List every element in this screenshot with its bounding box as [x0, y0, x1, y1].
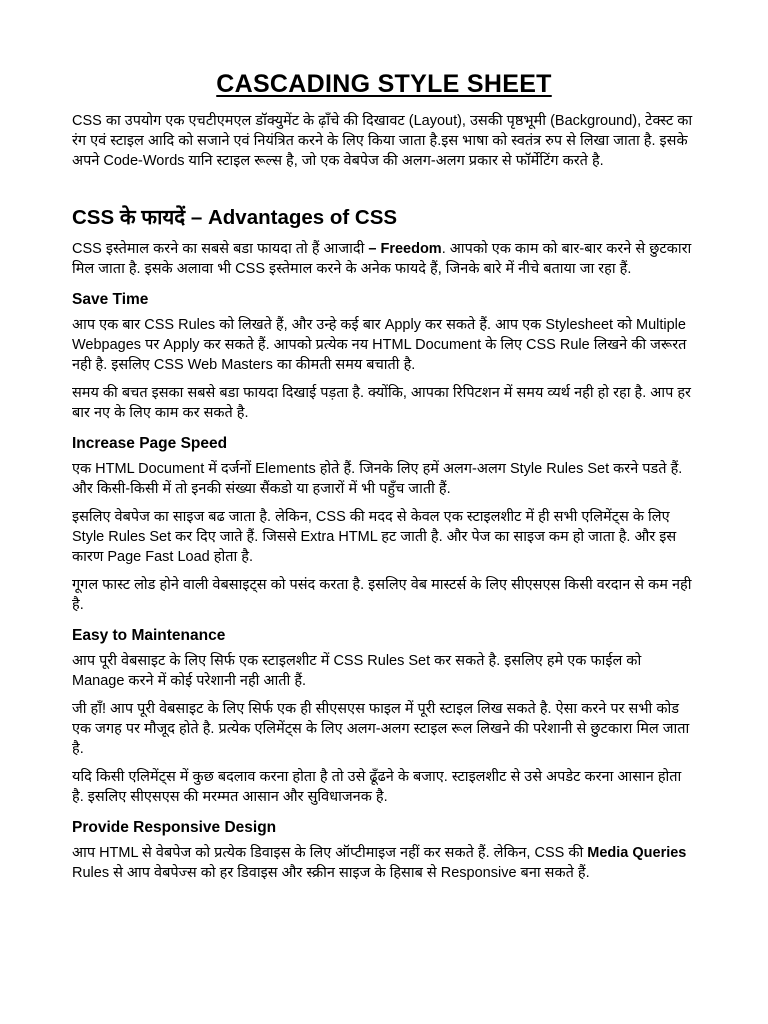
responsive-text-2: Rules से आप वेबपेज्स को हर डिवाइस और स्क्रीन साइज के हिसाब से Responsive बना सकते हैं. — [72, 865, 590, 881]
maintenance-paragraph-1: आप पूरी वेबसाइट के लिए सिर्फ एक स्टाइलशीट में CSS Rules Set कर सकते है. इसलिए हमे एक फाईल को Manage करने में कोई परेशानी नही आती हैं. — [72, 653, 642, 689]
responsive-design-paragraph — [72, 843, 696, 883]
responsive-design-heading: Provide Responsive Design — [72, 819, 277, 836]
maintenance-paragraph-3: यदि किसी एलिमेंट्स में कुछ बदलाव करना होता है तो उसे ढूँढने के बजाए. स्टाइलशीट से उसे अपडेट करना आसान होता है. इसलिए सीएसएस की मरम्मत आसान और सुविधाजनक है. — [72, 769, 682, 805]
intro-paragraph: CSS का उपयोग एक एचटीएमएल डॉक्युमेंट के ढ़ाँचे की दिखावट (Layout), उसकी पृष्ठभूमी (Background), टेक्स्ट का रंग एवं स्टाइल आदि को सजाने एवं नियंत्रित करने के लिए किया जाता है.इस भाषा को स्वतंत्र रुप से लिखा जाता है. इसके अपने Code-Words यानि स्टाइल रूल्स है, जो एक वेबपेज की अलग-अलग प्रकार से फॉर्मेटिंग करते है. — [72, 113, 693, 169]
advantages-intro-paragraph — [72, 239, 696, 279]
maintenance-paragraph-2: जी हाँ! आप पूरी वेबसाइट के लिए सिर्फ एक ही सीएसएस फाइल में पूरी स्टाइल लिख सकते है. ऐसा करने पर सभी कोड एक जगह पर मौजूद होते है. प्रत्येक एलिमेंट्स के लिए अलग-अलग स्टाइल रूल लिखने की परेशानी से छुटकारा मिल जाता है. — [72, 701, 690, 757]
page-speed-paragraph-2: इसलिए वेबपेज का साइज बढ जाता है. लेकिन, CSS की मदद से केवल एक स्टाइलशीट में ही सभी एलिमेंट्स के लिए Style Rules Set कर दिए जाते हैं. जिससे Extra HTML हट जाती है. और पेज का साइज कम हो जाता है. और इस कारण Page Fast Load होता है. — [72, 509, 677, 565]
advantages-intro-text-2: . आपको एक काम को बार-बार करने से छुटकारा मिल जाता है. इसके अलावा भी CSS इस्तेमाल करने के अनेक फायदे हैं, जिनके बारे में नीचे बताया जा रहा हैं. — [72, 241, 692, 277]
advantages-intro-text-1: CSS इस्तेमाल करने का सबसे बडा फायदा तो हैं आजादी — [72, 241, 369, 257]
save-time-heading: Save Time — [72, 291, 149, 308]
page-speed-paragraph-1: एक HTML Document में दर्जनों Elements होते हैं. जिनके लिए हमें अलग-अलग Style Rules Set करने पडते हैं. और किसी-किसी में तो इनकी संख्या सैंकडो या हजारों में भी पहुँच जाती हैं. — [72, 461, 683, 497]
easy-maintenance-heading: Easy to Maintenance — [72, 627, 226, 644]
responsive-text-1: आप HTML से वेबपेज को प्रत्येक डिवाइस के लिए ऑप्टीमाइज नहीं कर सकते हैं. लेकिन, CSS की — [72, 845, 588, 861]
advantages-heading: CSS के फायदें – Advantages of CSS — [72, 206, 398, 229]
page-title: CASCADING STYLE SHEET — [216, 70, 552, 98]
increase-page-speed-heading: Increase Page Speed — [72, 435, 228, 452]
media-queries-bold-text: Media Queries — [587, 845, 687, 861]
save-time-paragraph-2: समय की बचत इसका सबसे बडा फायदा दिखाई पड़ता है. क्योंकि, आपका रिपिटशन में समय व्यर्थ नही हो रहा है. आप हर बार नए के लिए काम कर सकते है. — [72, 385, 691, 421]
page-speed-paragraph-3: गूगल फास्ट लोड होने वाली वेबसाइट्स को पसंद करता है. इसलिए वेब मास्टर्स के लिए सीएसएस किसी वरदान से कम नही है. — [72, 577, 692, 613]
save-time-paragraph-1: आप एक बार CSS Rules को लिखते हैं, और उन्हे कई बार Apply कर सकते हैं. आप एक Stylesheet को Multiple Webpages पर Apply कर सकते हैं. आपको प्रत्येक नय HTML Document के लिए CSS Rule लिखने की जरूरत नही है. इसलिए CSS Web Masters का कीमती समय बचाती है. — [72, 317, 687, 373]
freedom-bold-text: – Freedom — [368, 241, 442, 257]
